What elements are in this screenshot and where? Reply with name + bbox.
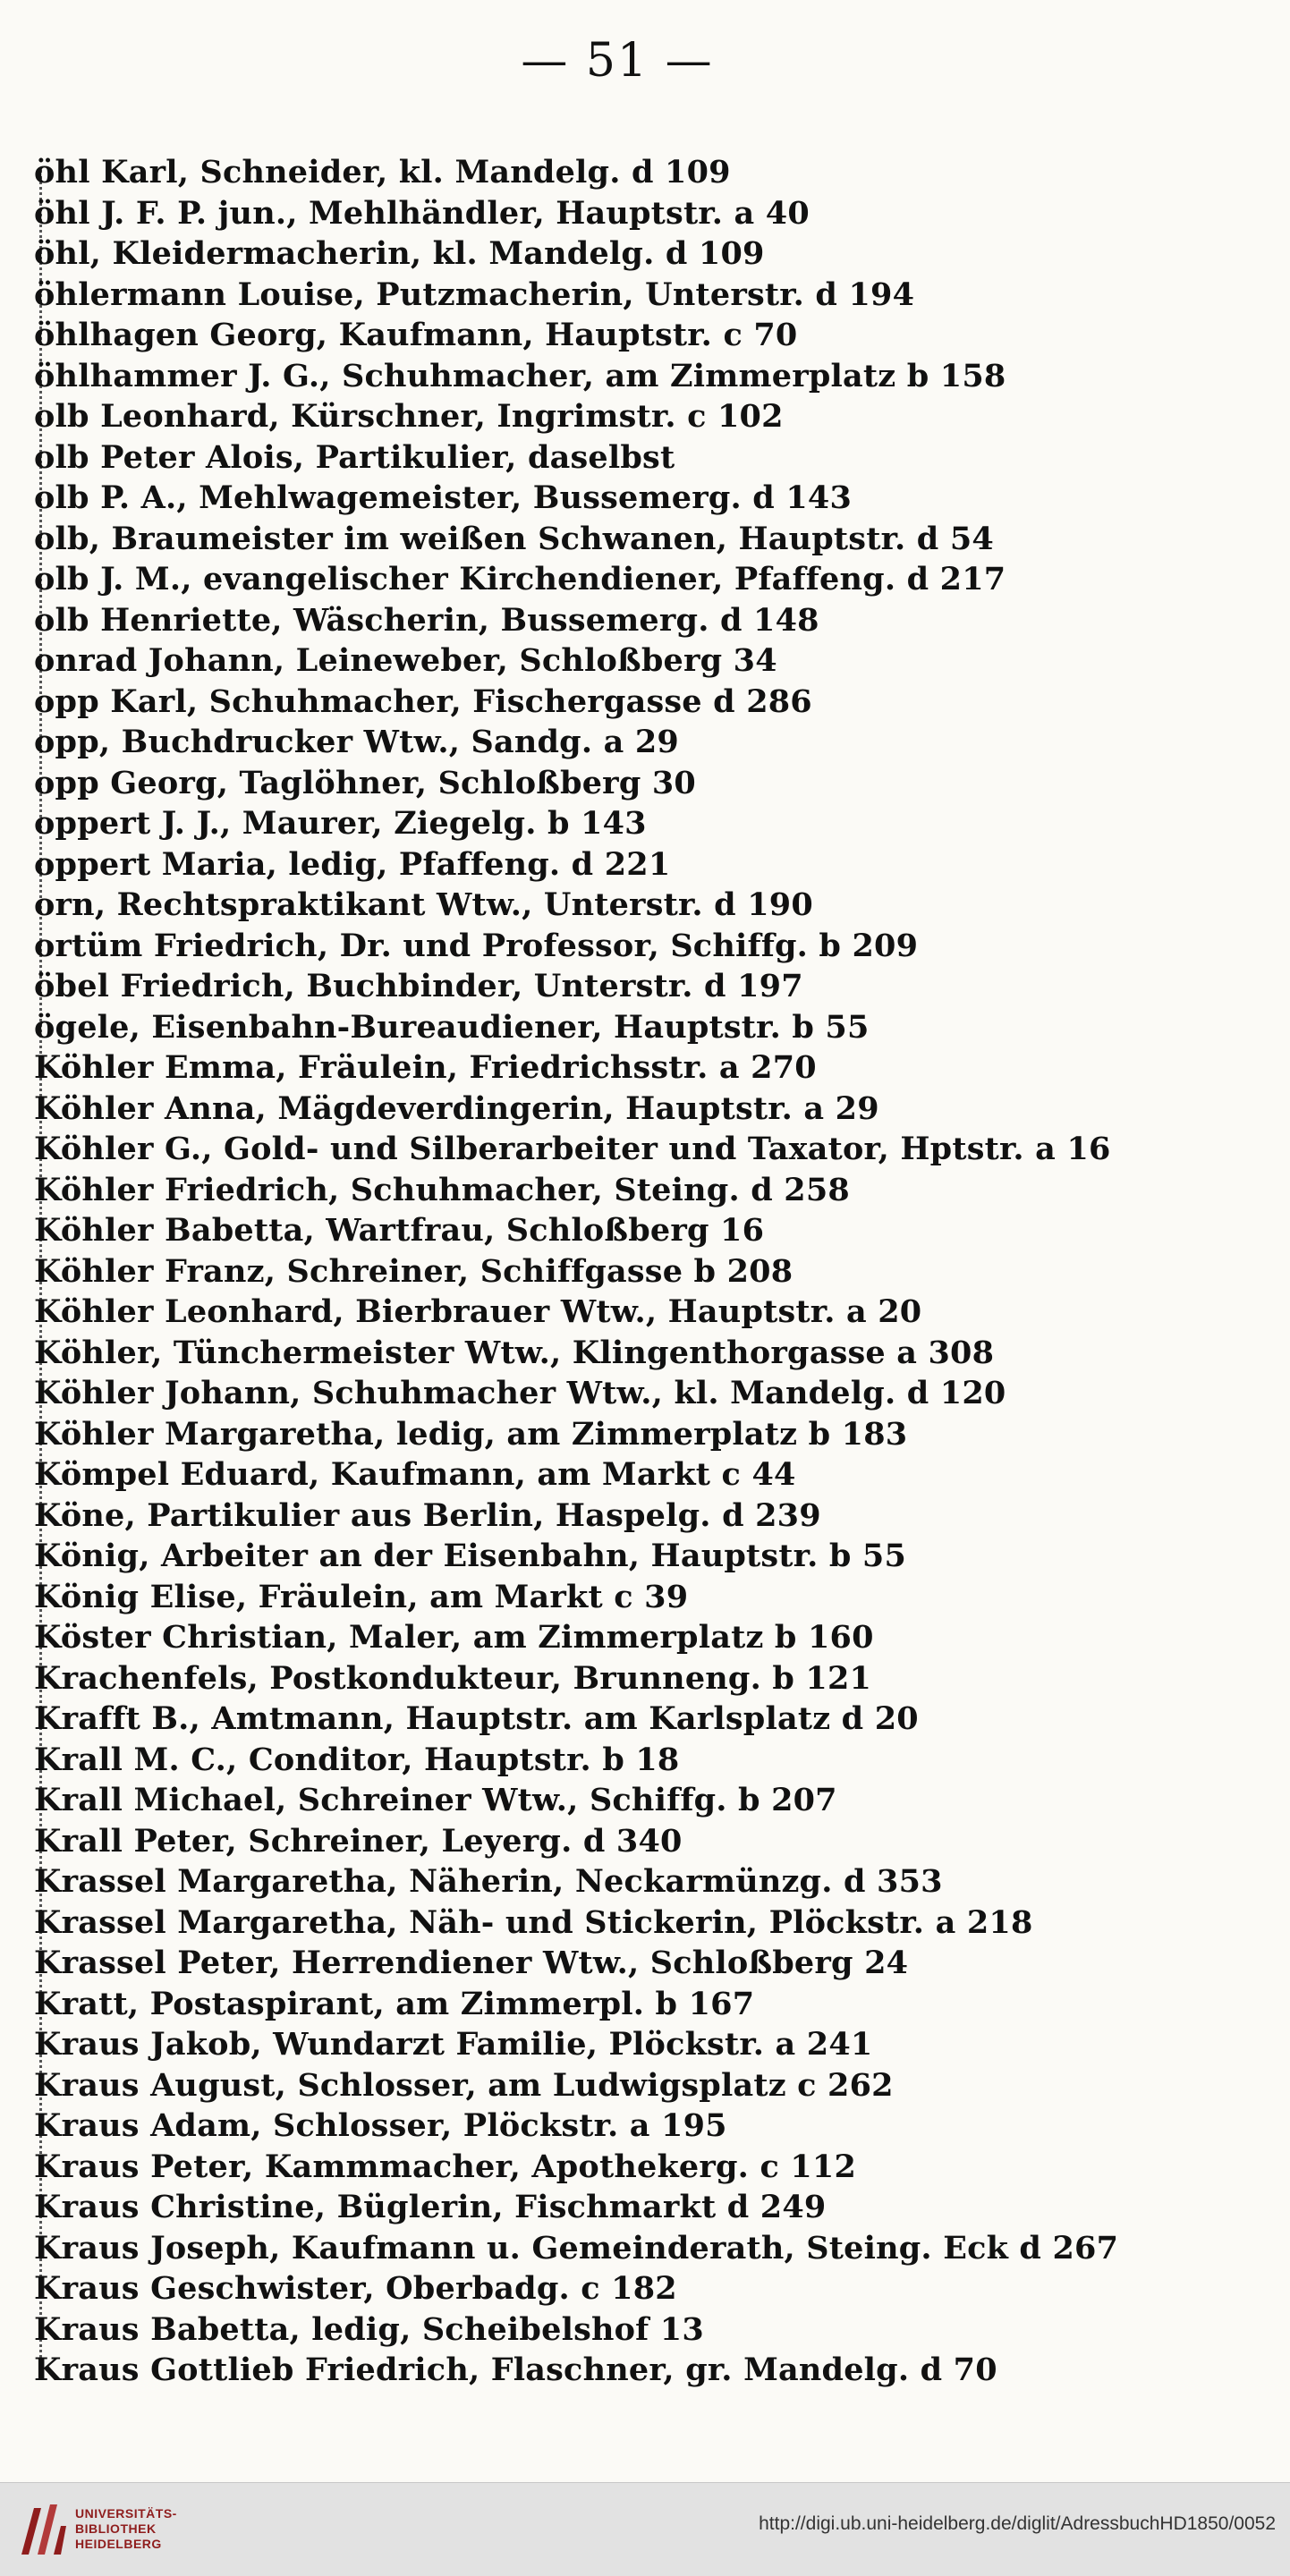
address-entry: Kraus Babetta, ledig, Scheibelshof 13 — [34, 2310, 704, 2348]
address-entry: öhlhammer J. G., Schuhmacher, am Zimmerplatz b 158 — [34, 357, 1006, 394]
address-entry: Kraus Gottlieb Friedrich, Flaschner, gr. Mandelg. d 70 — [34, 2351, 997, 2388]
footer-bar — [0, 2482, 1290, 2576]
logo-line: BIBLIOTHEK — [75, 2521, 157, 2536]
address-entry: Köhler Leonhard, Bierbrauer Wtw., Hauptstr. a 20 — [34, 1293, 922, 1330]
address-entry: onrad Johann, Leineweber, Schloßberg 34 — [34, 642, 777, 679]
address-entry: Krall Peter, Schreiner, Leyerg. d 340 — [34, 1822, 683, 1860]
address-entry: ortüm Friedrich, Dr. und Professor, Schiffg. b 209 — [34, 927, 919, 964]
address-entry: oppert Maria, ledig, Pfaffeng. d 221 — [34, 845, 671, 883]
address-entry: Kömpel Eduard, Kaufmann, am Markt c 44 — [34, 1456, 796, 1493]
address-entry: olb J. M., evangelischer Kirchendiener, Pfaffeng. d 217 — [34, 561, 1006, 597]
address-entry: Kraus August, Schlosser, am Ludwigsplatz c 262 — [34, 2066, 894, 2104]
address-entry: olb Henriette, Wäscherin, Bussemerg. d 148 — [34, 601, 819, 639]
address-entry: Köhler Friedrich, Schuhmacher, Steing. d 258 — [34, 1171, 850, 1208]
address-entry: Kraus Adam, Schlosser, Plöckstr. a 195 — [34, 2107, 727, 2144]
address-entry: Köhler Johann, Schuhmacher Wtw., kl. Mandelg. d 120 — [34, 1375, 1006, 1411]
address-entry: öhl, Kleidermacherin, kl. Mandelg. d 109 — [34, 235, 765, 272]
address-entry: Köster Christian, Maler, am Zimmerplatz b 160 — [34, 1619, 874, 1656]
address-entry: öhlermann Louise, Putzmacherin, Unterstr. d 194 — [34, 275, 915, 313]
library-seal-icon — [16, 2499, 68, 2558]
address-entry: Köhler Franz, Schreiner, Schiffgasse b 208 — [34, 1252, 794, 1290]
logo-line: UNIVERSITÄTS- — [75, 2506, 177, 2521]
address-entry: olb, Braumeister im weißen Schwanen, Hauptstr. d 54 — [34, 520, 994, 557]
address-entry: Kraus Geschwister, Oberbadg. c 182 — [34, 2270, 677, 2307]
address-entry: öbel Friedrich, Buchbinder, Unterstr. d 197 — [34, 968, 803, 1004]
address-entry: Krafft B., Amtmann, Hauptstr. am Karlsplatz d 20 — [34, 1700, 919, 1737]
address-entry: Kraus Jakob, Wundarzt Familie, Plöckstr. a 241 — [34, 2026, 873, 2063]
address-entry: orn, Rechtspraktikant Wtw., Unterstr. d 190 — [34, 886, 813, 923]
logo-line: HEIDELBERG — [75, 2537, 162, 2551]
address-entries — [34, 152, 1118, 2391]
address-entry: Kratt, Postaspirant, am Zimmerpl. b 167 — [34, 1985, 755, 2022]
address-entry: olb P. A., Mehlwagemeister, Bussemerg. d 143 — [34, 479, 853, 516]
address-entry: Köhler, Tünchermeister Wtw., Klingenthorgasse a 308 — [34, 1334, 995, 1371]
address-entry: Köhler Emma, Fräulein, Friedrichsstr. a 270 — [34, 1049, 817, 1086]
address-entry: opp Karl, Schuhmacher, Fischergasse d 286 — [34, 682, 812, 720]
address-entry: Köhler Anna, Mägdeverdingerin, Hauptstr. a 29 — [34, 1089, 879, 1127]
address-entry: öhl Karl, Schneider, kl. Mandelg. d 109 — [34, 154, 731, 191]
library-logo-text — [75, 2506, 177, 2552]
address-entry: Krachenfels, Postkondukteur, Brunneng. b 121 — [34, 1659, 872, 1697]
address-entry: olb Leonhard, Kürschner, Ingrimstr. c 102 — [34, 398, 784, 435]
address-entry: Krall Michael, Schreiner Wtw., Schiffg. b 207 — [34, 1782, 837, 1818]
address-entry: öhlhagen Georg, Kaufmann, Hauptstr. c 70 — [34, 317, 798, 353]
address-entry: Köhler Babetta, Wartfrau, Schloßberg 16 — [34, 1212, 765, 1249]
address-entry: opp Georg, Taglöhner, Schloßberg 30 — [34, 764, 696, 801]
address-entry: olb Peter Alois, Partikulier, daselbst — [34, 438, 675, 476]
address-entry: Köne, Partikulier aus Berlin, Haspelg. d 239 — [34, 1496, 821, 1534]
address-entry: Köhler G., Gold- und Silberarbeiter und Taxator, Hptstr. a 16 — [34, 1131, 1111, 1167]
address-entry: Krassel Margaretha, Näherin, Neckarmünzg. d 353 — [34, 1863, 943, 1900]
address-entry: Kraus Joseph, Kaufmann u. Gemeinderath, Steing. Eck d 267 — [34, 2229, 1119, 2267]
address-entry: Krassel Margaretha, Näh- und Stickerin, Plöckstr. a 218 — [34, 1903, 1033, 1941]
address-entry: oppert J. J., Maurer, Ziegelg. b 143 — [34, 805, 647, 842]
address-entry: opp, Buchdrucker Wtw., Sandg. a 29 — [34, 724, 679, 760]
address-entry: öhl J. F. P. jun., Mehlhändler, Hauptstr. a 40 — [34, 194, 810, 232]
address-entry: ögele, Eisenbahn-Bureaudiener, Hauptstr. b 55 — [34, 1008, 870, 1046]
source-url-link[interactable]: http://digi.ub.uni-heidelberg.de/diglit/AdressbuchHD1850/0052 — [759, 2513, 1276, 2534]
address-entry: Krassel Peter, Herrendiener Wtw., Schloßberg 24 — [34, 1945, 909, 1981]
address-entry: Kraus Christine, Büglerin, Fischmarkt d 249 — [34, 2189, 827, 2225]
address-entry: König Elise, Fräulein, am Markt c 39 — [34, 1578, 689, 1615]
address-entry: König, Arbeiter an der Eisenbahn, Hauptstr. b 55 — [34, 1538, 907, 1574]
address-entry: Krall M. C., Conditor, Hauptstr. b 18 — [34, 1741, 680, 1778]
page-number: — 51 — — [521, 34, 714, 88]
address-entry: Köhler Margaretha, ledig, am Zimmerplatz b 183 — [34, 1415, 908, 1453]
address-entry: Kraus Peter, Kammmacher, Apothekerg. c 112 — [34, 2148, 856, 2185]
